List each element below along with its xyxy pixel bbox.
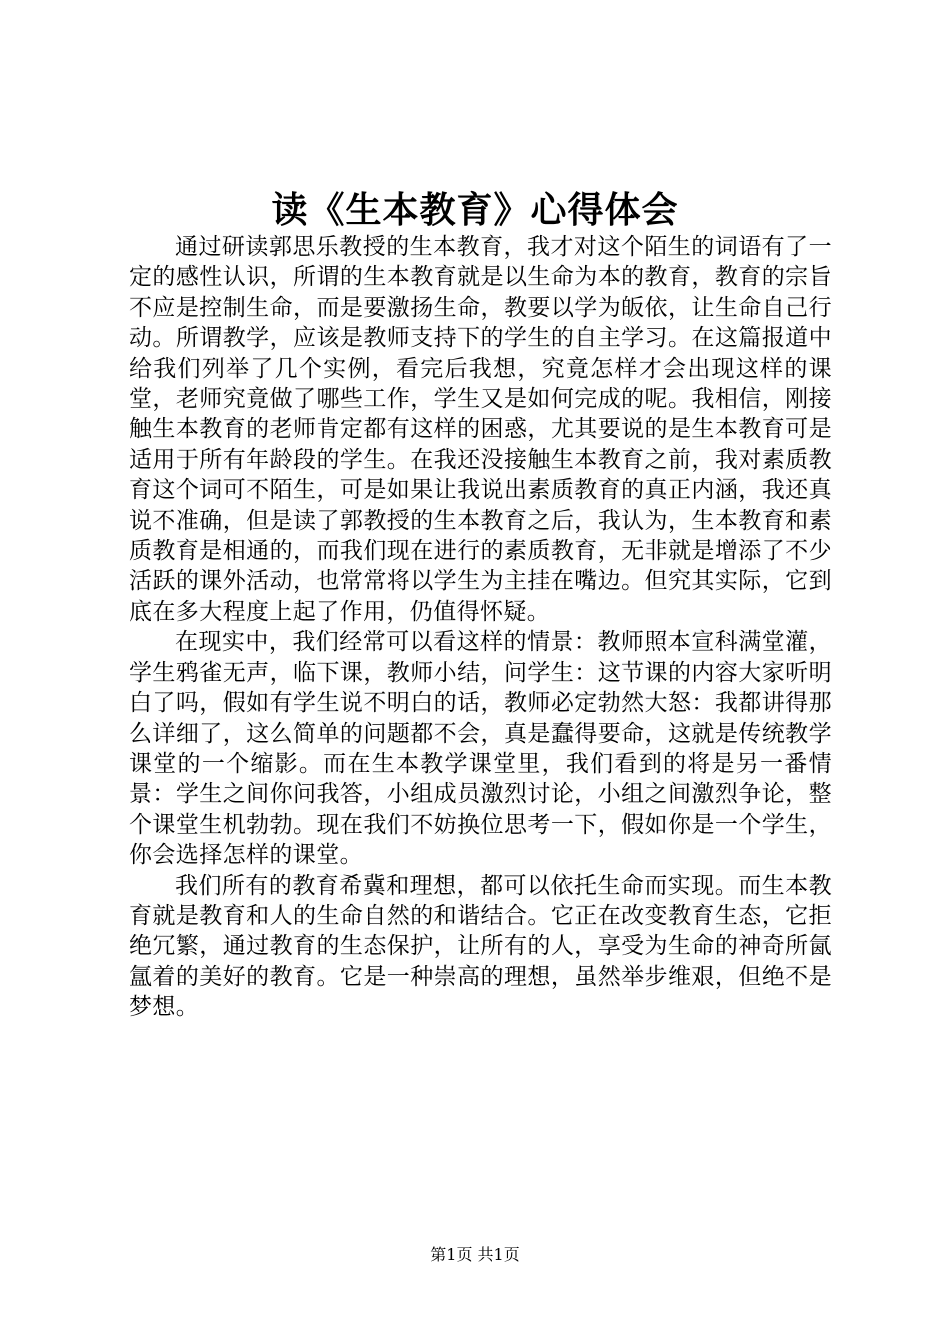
paragraph-1: 通过研读郭思乐教授的生本教育，我才对这个陌生的词语有了一定的感性认识，所谓的生本教育就是以生命为本的教育，教育的宗旨不应是控制生命，而是要激扬生命，教要以学为皈依，让生命自己行动。所谓教学，应该是教师支持下的学生的自主学习。在这篇报道中给我们列举了几个实例，看完后我想，究竟怎样才会出现这样的课堂，老师究竟做了哪些工作，学生又是如何完成的呢。我相信，刚接触生本教育的老师肯定都有这样的困惑，尤其要说的是生本教育可是适用于所有年龄段的学生。在我还没接触生本教育之前，我对素质教育这个词可不陌生，可是如果让我说出素质教育的真正内涵，我还真说不准确，但是读了郭教授的生本教育之后，我认为，生本教育和素质教育是相通的，而我们现在进行的素质教育，无非就是增添了不少活跃的课外活动，也常常将以学生为主挂在嘴边。但究其实际，它到底在多大程度上起了作用，仍值得怀疑。 (129, 234, 832, 625)
paragraph-2: 在现实中，我们经常可以看这样的情景：教师照本宣科满堂灌，学生鸦雀无声，临下课，教师小结，问学生：这节课的内容大家听明白了吗，假如有学生说不明白的话，教师必定勃然大怒：我都讲得那么详细了，这么简单的问题都不会，真是蠢得要命，这就是传统教学课堂的一个缩影。而在生本教学课堂里，我们看到的将是另一番情景：学生之间你问我答，小组成员激烈讨论，小组之间激烈争论，整个课堂生机勃勃。现在我们不妨换位思考一下，假如你是一个学生，你会选择怎样的课堂。 (129, 629, 832, 869)
document-title: 读《生本教育》心得体会 (271, 189, 679, 231)
paragraph-3: 我们所有的教育希冀和理想，都可以依托生命而实现。而生本教育就是教育和人的生命自然的和谐结合。它正在改变教育生态，它拒绝冗繁，通过教育的生态保护，让所有的人，享受为生命的神奇所氤氲着的美好的教育。它是一种崇高的理想，虽然举步维艰，但绝不是梦想。 (129, 872, 832, 1021)
page-footer: 第1页 共1页 (430, 1245, 520, 1264)
document-body (129, 232, 832, 1023)
